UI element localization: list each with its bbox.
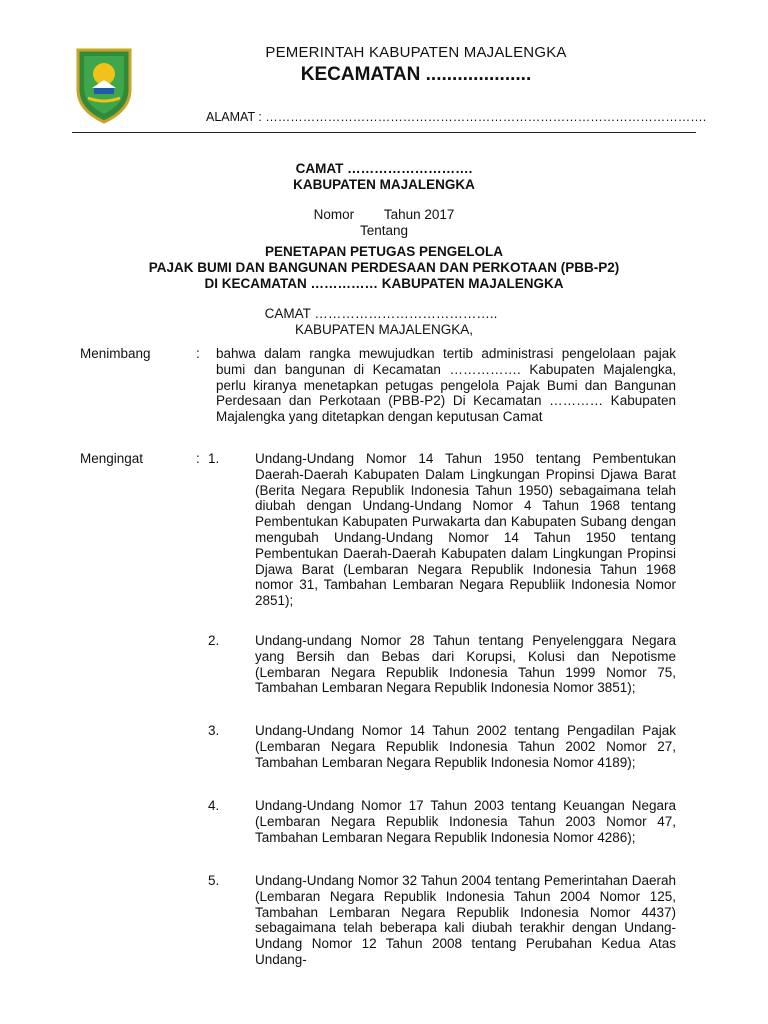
decree-title-2: PAJAK BUMI DAN BANGUNAN PERDESAAN DAN PERKOTAAN (PBB-P2) xyxy=(148,260,620,275)
address-line: ALAMAT : ……………………………………………………………………………………………. xyxy=(206,110,707,124)
decree-about: Tentang xyxy=(359,223,409,238)
list-item-number: 2. xyxy=(208,633,220,648)
list-item-number: 1. xyxy=(208,451,220,466)
decree-title-1: PENETAPAN PETUGAS PENGELOLA xyxy=(264,244,504,259)
decree-number: Nomor Tahun 2017 xyxy=(313,207,455,222)
list-item: Undang-Undang Nomor 32 Tahun 2004 tentang Pemerintahan Daerah (Lembaran Negara Republik Indonesia Tahun 2004 Nomor 125, Tambahan Lembaran Negara Republik Indonesia Nomor 4437) sebagaimana telah beberapa kali diubah terakhir dengan Undang-Undang Nomor 12 Tahun 2008 tentang Perubahan Kedua Atas Undang- xyxy=(255,873,676,967)
recalling-label: Mengingat xyxy=(80,451,144,466)
government-name: PEMERINTAH KABUPATEN MAJALENGKA xyxy=(265,44,567,61)
list-item: Undang-Undang Nomor 14 Tahun 2002 tentang Pengadilan Pajak (Lembaran Negara Republik Indonesia Tahun 2002 Nomor 27, Tambahan Lembaran Negara Republik Indonesia Nomor 4189); xyxy=(255,723,676,770)
list-item: Undang-undang Nomor 28 Tahun tentang Penyelenggara Negara yang Bersih dan Bebas dari Korupsi, Kolusi dan Nepotisme (Lembaran Negara Republik Indonesia Tahun 1999 Nomor 75, Tambahan Lembaran Negara Republik Indonesia Nomor 3851); xyxy=(255,633,676,696)
considering-colon: : xyxy=(196,346,200,361)
list-item-number: 3. xyxy=(208,723,220,738)
signer-title: CAMAT ………………………………….. xyxy=(264,306,498,321)
recalling-colon: : xyxy=(196,451,200,466)
list-item-number: 4. xyxy=(208,798,220,813)
list-item: Undang-Undang Nomor 17 Tahun 2003 tentang Keuangan Negara (Lembaran Negara Republik Indonesia Tahun 2003 Nomor 47, Tambahan Lembaran Negara Republik Indonesia Nomor 4286); xyxy=(255,798,676,845)
district-name: KECAMATAN .................... xyxy=(300,64,532,85)
letterhead-divider xyxy=(72,132,696,133)
issuer-regency: KABUPATEN MAJALENGKA xyxy=(293,177,475,192)
issuer-title: CAMAT ………………………. xyxy=(295,161,473,176)
signer-regency: KABUPATEN MAJALENGKA, xyxy=(294,322,474,337)
considering-text: bahwa dalam rangka mewujudkan tertib administrasi pengelolaan pajak bumi dan bangunan di Kecamatan ……………. Kabupaten Majalengka, perlu kiranya menetapkan petugas pengelola Pajak Bumi dan Bangunan Perdesaan dan Perkotaan (PBB-P2) Di Kecamatan ………… Kabupaten Majalengka yang ditetapkan dengan keputusan Camat xyxy=(216,346,676,425)
list-item: Undang-Undang Nomor 14 Tahun 1950 tentang Pembentukan Daerah-Daerah Kabupaten Dalam Lingkungan Propinsi Djawa Barat (Berita Negara Republik Indonesia Tahun 1950) sebagaimana telah diubah dengan Undang-Undang Nomor 4 Tahun 1968 tentang Pembentukan Kabupaten Purwakarta dan Kabupaten Subang dengan mengubah Undang-Undang Nomor 14 Tahun 1950 tentang Pembentukan Daerah-Daerah Kabupaten dalam Lingkungan Propinsi Djawa Barat (Lembaran Negara Republik Indonesia Tahun 1968 nomor 31, Tambahan Lembaran Negara Republiik Indonesia Nomor 2851); xyxy=(255,451,676,609)
considering-label: Menimbang xyxy=(80,346,151,361)
decree-title-3: DI KECAMATAN …………… KABUPATEN MAJALENGKA xyxy=(204,276,564,291)
list-item-number: 5. xyxy=(208,873,220,888)
